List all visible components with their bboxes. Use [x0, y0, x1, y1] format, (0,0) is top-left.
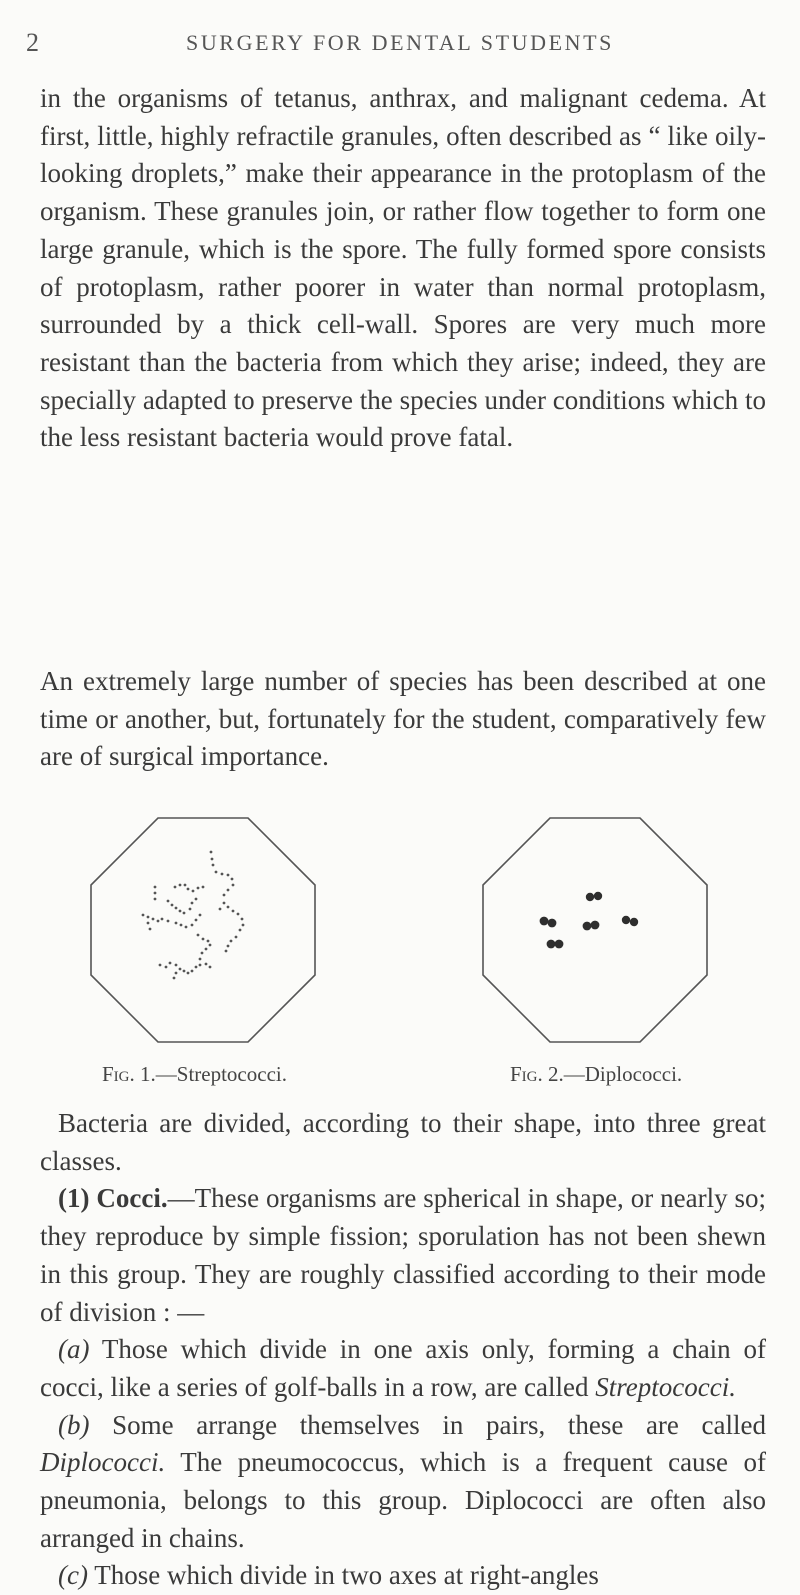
paragraph-right-angles: [40, 1557, 766, 1595]
figure-1-label: Fig. 1.: [102, 1062, 156, 1086]
right-angles-label: (c): [58, 1560, 88, 1591]
figure-1-caption: [102, 1062, 287, 1087]
running-title: SURGERY FOR DENTAL STUDENTS: [185, 30, 614, 55]
diplococci-illustration: [480, 815, 710, 1045]
page-number: 2: [26, 28, 39, 57]
paragraph-diplococci: [40, 1407, 766, 1558]
diplococci-text-b: The pneumococcus, which is a frequent cause of pneumonia, belongs to this group. Diplococci are often also arranged in chains.: [40, 1447, 766, 1553]
text-after-figures: [40, 1105, 766, 1595]
paragraph-species: [40, 663, 766, 776]
streptococci-text: Those which divide in one axis only, forming a chain of cocci, like a series of golf-balls in a row, are called: [40, 1334, 766, 1402]
streptococci-illustration: [88, 815, 318, 1045]
running-head: [0, 26, 800, 58]
paragraph-classes-text: Bacteria are divided, according to their shape, into three great classes.: [40, 1108, 766, 1176]
paragraph-spores: in the organisms of tetanus, anthrax, and malignant cedema. At first, little, highly refractile granules, often described as “ like oily-looking droplets,” make their appearance in the protoplasm of the organism. These granules join, or rather flow together to form one large granule, which is the spore. The fully formed spore consists of protoplasm, rather poorer in water than normal protoplasm, surrounded by a thick cell-wall. Spores are very much more resistant than the bacteria from which they arise; indeed, they are specially adapted to preserve the species under conditions which to the less resistant bacteria would prove fatal.: [40, 83, 766, 453]
diplococci-label: (b): [58, 1409, 90, 1440]
figure-2-caption: [510, 1062, 682, 1087]
figure-streptococci: [88, 815, 318, 1045]
diplococci-text-a: Some arrange themselves in pairs, these are called: [89, 1409, 766, 1440]
cocci-text: —These organisms are spherical in shape, or nearly so; they reproduce by simple fission; sporulation has not been shewn in this group. They are roughly classified according to their mode of division : —: [40, 1183, 767, 1327]
paragraph-streptococci: [40, 1331, 766, 1406]
streptococci-term: Streptococci.: [595, 1371, 736, 1402]
paragraph-classes: [40, 1105, 766, 1180]
paragraph-cocci: [40, 1180, 766, 1331]
figure-diplococci: [480, 815, 710, 1045]
paragraph-species-text: An extremely large number of species has been described at one time or another, but, fortunately for the student, comparatively few are of surgical importance.: [40, 666, 766, 772]
figure-2-label: Fig. 2.: [510, 1062, 564, 1086]
cocci-number: (1): [58, 1183, 90, 1214]
diplococci-term: Diplococci.: [40, 1447, 166, 1478]
cocci-heading: Cocci.: [96, 1183, 168, 1214]
right-angles-text: Those which divide in two axes at right-angles: [87, 1560, 599, 1591]
streptococci-label: (a): [58, 1334, 90, 1365]
figure-2-caption-text: —Diplococci.: [563, 1062, 683, 1086]
figure-1-caption-text: —Streptococci.: [155, 1062, 287, 1086]
